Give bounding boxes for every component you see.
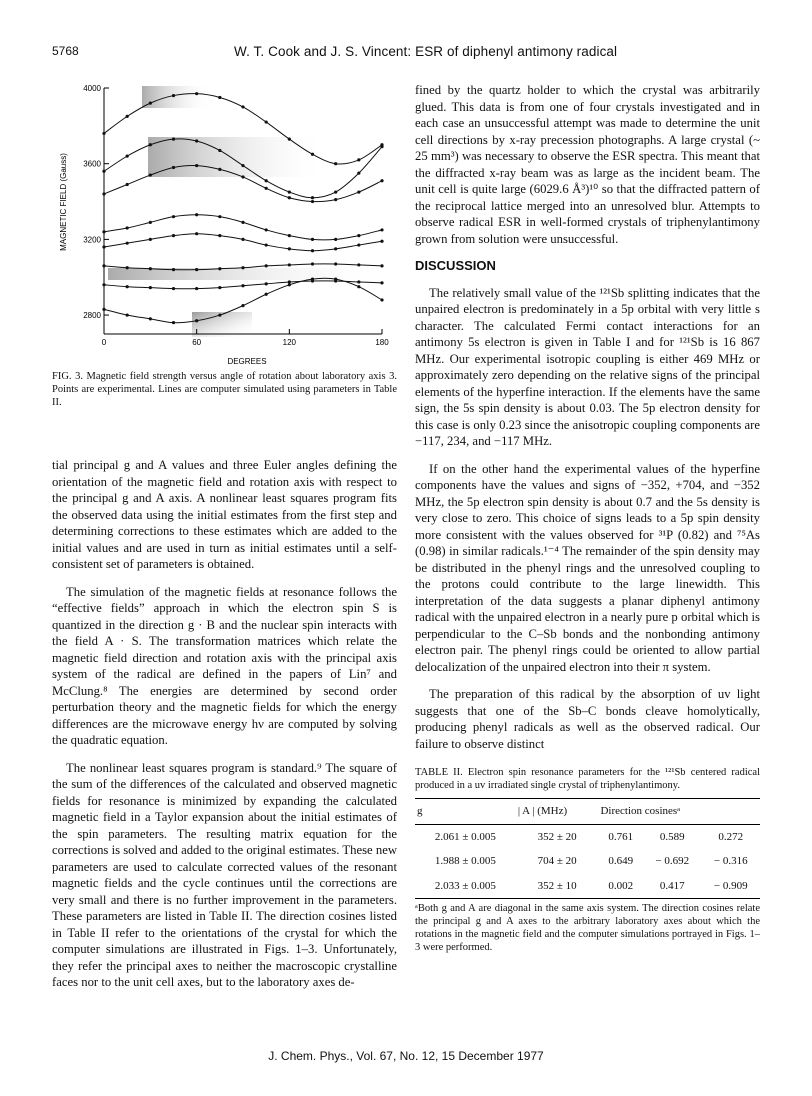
data-point — [357, 263, 360, 266]
table-cell: 0.589 — [659, 830, 685, 843]
data-point — [172, 321, 175, 324]
data-point — [172, 268, 175, 271]
data-point — [195, 319, 198, 322]
data-point — [380, 145, 383, 148]
section-heading: DISCUSSION — [415, 258, 496, 273]
data-point — [265, 179, 268, 182]
y-tick-label: 3600 — [83, 159, 101, 169]
data-point — [149, 221, 152, 224]
data-point — [241, 284, 244, 287]
table-cell: 0.417 — [643, 874, 701, 899]
data-point — [149, 238, 152, 241]
figure-3 — [52, 82, 397, 367]
data-point — [334, 247, 337, 250]
data-point — [172, 215, 175, 218]
y-axis-label: MAGNETIC FIELD (Gauss) — [59, 153, 68, 251]
data-point — [195, 139, 198, 142]
data-point — [265, 282, 268, 285]
data-point — [357, 280, 360, 283]
data-point — [357, 158, 360, 161]
data-point — [172, 287, 175, 290]
data-point — [288, 263, 291, 266]
data-point — [218, 313, 221, 316]
shading-band — [192, 312, 252, 337]
data-point — [288, 137, 291, 140]
data-point — [265, 243, 268, 246]
table-cell: 704 ± 20 — [537, 855, 577, 867]
data-point — [265, 120, 268, 123]
data-point — [357, 285, 360, 288]
table-footnote: ᵃBoth g and A are diagonal in the same axis system. The direction cosines relate the principal g and A axes to the arbitrary laboratory axes about which the rotations in the magnetic field and the computer simulations portrayed in Figs. 1–3 were performed. — [415, 903, 760, 953]
table-cell: − 0.316 — [713, 855, 748, 867]
data-point — [218, 267, 221, 270]
data-point — [241, 175, 244, 178]
parameters-table — [415, 798, 760, 899]
data-point — [195, 213, 198, 216]
paragraph: The nonlinear least squares program is standard.⁹ The square of the sum of the differences of the calculated and observed magnetic fields for resonance is minimized by expanding the calculated magnetic field in a Taylor expansion about the initial estimates of the spin parameters. The resulting matrix equation for the corrections is solved and added to the original estimates. These new parameters are used to calculate corrected values of the resonant magnetic fields and the cycle continues until the corrections are very small and there is no further improvement in the parameters. These parameters are listed in Table II. The direction cosines listed in Table II refer to the orientations of the crystal for which the computer simulations are illustrated in Figs. 1–3. Unfortunately, they refer the principal axes to neither the macroscopic crystalline faces nor to the unit cell axes, but to the laboratory axes de- — [52, 760, 397, 989]
table-cell: 0.272 — [718, 830, 744, 843]
shading-band — [142, 86, 212, 108]
figure-caption: FIG. 3. Magnetic field strength versus angle of rotation about laboratory axis 3. Points are experimental. Lines are computer simulated using parameters in Table II. — [52, 371, 397, 408]
data-point — [288, 196, 291, 199]
x-tick-label: 120 — [282, 338, 297, 347]
journal-footer: J. Chem. Phys., Vol. 67, No. 12, 15 December 1977 — [268, 1049, 544, 1063]
data-point — [311, 262, 314, 265]
y-tick-label: 3200 — [83, 235, 101, 245]
data-point — [149, 173, 152, 176]
data-point — [126, 313, 129, 316]
data-point — [288, 283, 291, 286]
table-caption: TABLE II. Electron spin resonance parameters for the ¹²¹Sb centered radical produced in a uv irradiated single crystal of triphenylantimony. — [415, 767, 760, 791]
data-point — [126, 226, 129, 229]
running-header — [0, 44, 812, 64]
column-header: Direction cosinesᵃ — [598, 799, 760, 825]
running-title: W. T. Cook and J. S. Vincent: ESR of diphenyl antimony radical — [234, 44, 618, 59]
data-point — [195, 92, 198, 95]
paragraph: If on the other hand the experimental values of the hyperfine components have the values and signs of −352, +704, and −352 MHz, the 5p electron spin density is about 0.7 and the 5s density is very close to zero. This choice of signs leads to a 5p spin density more consistent with the values observed for ³¹P (0.82) and ⁷⁵As (0.98) in similar radicals.¹⁻⁴ The remainder of the spin density may be distributed in the phenyl rings and the unresolved coupling to the protons could contribute to the large linewidth. This interpretation of the data suggests a planar diphenyl antimony radical with the unpaired electron in a nearly pure p orbital which is perpendicular to the C–Sb bonds and the nonbonding antimony electron pair. The phenyl rings could be oriented to allow partial delocalization of the unpaired electron into their π system. — [415, 461, 760, 674]
data-point — [265, 293, 268, 296]
data-point — [311, 200, 314, 203]
table-cell: 352 ± 10 — [516, 874, 599, 899]
data-point — [126, 266, 129, 269]
data-point — [102, 245, 105, 248]
left-column — [52, 457, 397, 1002]
data-point — [218, 215, 221, 218]
data-point — [149, 317, 152, 320]
series-line — [104, 234, 382, 251]
data-point — [149, 102, 152, 105]
paragraph: The relatively small value of the ¹²¹Sb splitting indicates that the unpaired electron is predominately in a 5p orbital with very little s character. The calculated Fermi contact interactions for an antimony 5s electron is given in Table I and for ¹²¹Sb is 16 867 MHz. Our experimental isotropic coupling is either 469 MHz or approximately zero depending on the relative signs of the principal elements of the hyperfine interaction. If the elements have the same sign, the 5s spin density is about 0.03. The 5p electron density for this case is only 0.23 since the anisotropic coupling components are −117, 234, and −117 MHz. — [415, 285, 760, 448]
x-tick-label: 0 — [101, 338, 107, 347]
data-point — [218, 149, 221, 152]
x-tick-label: 60 — [192, 338, 202, 347]
data-point — [102, 308, 105, 311]
table-cell: 2.033 ± 0.005 — [415, 874, 516, 899]
table-ii — [415, 766, 760, 954]
data-point — [195, 287, 198, 290]
data-point — [149, 143, 152, 146]
data-point — [195, 164, 198, 167]
data-point — [334, 198, 337, 201]
data-point — [357, 190, 360, 193]
table-cell: − 0.909 — [702, 874, 760, 899]
data-point — [380, 179, 383, 182]
data-point — [357, 243, 360, 246]
x-tick-label: 180 — [375, 338, 389, 347]
data-point — [126, 115, 129, 118]
data-point — [149, 267, 152, 270]
data-point — [265, 264, 268, 267]
paragraph: tial principal g and A values and three Euler angles defining the orientation of the magnetic field and rotation axis with respect to the principal g and A axis. A nonlinear least squares program fits the observed data using the initial estimates from the first step and determining corrections to these estimates which are added to the initial values and are used in turn as initial estimates until a self-consistent set of parameters is obtained. — [52, 458, 397, 571]
data-point — [172, 137, 175, 140]
y-tick-label: 4000 — [83, 84, 101, 93]
data-point — [334, 278, 337, 281]
data-point — [241, 164, 244, 167]
table-cell: 2.061 ± 0.005 — [434, 830, 496, 843]
data-point — [172, 166, 175, 169]
data-point — [218, 96, 221, 99]
data-point — [126, 183, 129, 186]
table-cell: 0.002 — [598, 874, 643, 899]
data-point — [102, 132, 105, 135]
y-tick-label: 2800 — [83, 311, 101, 321]
data-point — [334, 238, 337, 241]
data-point — [380, 240, 383, 243]
data-point — [195, 268, 198, 271]
table-row — [415, 849, 760, 874]
right-column — [415, 82, 760, 954]
data-point — [218, 234, 221, 237]
data-point — [288, 190, 291, 193]
data-point — [102, 283, 105, 286]
data-point — [126, 242, 129, 245]
data-point — [102, 264, 105, 267]
data-point — [357, 234, 360, 237]
table-cell: 1.988 ± 0.005 — [434, 855, 496, 867]
table-cell: 0.761 — [608, 830, 634, 843]
data-point — [288, 247, 291, 250]
paragraph: The simulation of the magnetic fields at resonance follows the “effective fields” approach in which the electron spin S is quantized in the direction g · B and the nuclear spin interacts with the field A · S. The transformation matrices which relate the magnetic field direction and rotation axis with the principal axis system of the radical are defined in the papers of Lin⁷ and McClung.⁸ The energies are determined by second order perturbation theory and the magnetic fields for which the energy differences are the microwave energy hν are computed by solving the quadratic equation. — [52, 584, 397, 747]
data-point — [149, 286, 152, 289]
data-point — [102, 192, 105, 195]
data-point — [241, 105, 244, 108]
shading-band — [148, 137, 328, 177]
paragraph: fined by the quartz holder to which the crystal was arbitrarily glued. This data is from one of four crystals investigated and in each case an unsuccessful attempt was made to determine the unit cell directions by x-ray precession photographs. A large crystal (~ 25 mm³) was necessary to observe the ESR spectra. This meant that the diffracted x-ray beam was as large as the incident beam. The unit cell is quite large (6029.6 Å³)¹⁰ so that the diffracted pattern of the reciprocal lattice merged into an unresolved blur. Attempts to observe radical ESR in well-formed crystals of triphenylantimony grown from solution were unsuccessful. — [415, 83, 760, 246]
data-point — [218, 168, 221, 171]
data-point — [311, 153, 314, 156]
data-point — [241, 266, 244, 269]
table-cell: − 0.692 — [655, 855, 690, 867]
data-point — [172, 94, 175, 97]
series-line — [104, 215, 382, 240]
data-point — [311, 249, 314, 252]
data-point — [218, 286, 221, 289]
data-point — [334, 190, 337, 193]
field-vs-angle-chart — [52, 82, 397, 367]
page-number: 5768 — [52, 44, 79, 58]
data-point — [380, 298, 383, 301]
data-point — [334, 162, 337, 165]
data-point — [102, 230, 105, 233]
data-point — [172, 234, 175, 237]
data-point — [126, 285, 129, 288]
table-cell: 352 ± 20 — [537, 830, 577, 843]
data-point — [241, 221, 244, 224]
data-point — [334, 262, 337, 265]
data-point — [380, 264, 383, 267]
table-cell: 0.649 — [608, 855, 634, 867]
data-point — [195, 232, 198, 235]
table-row — [415, 874, 760, 899]
data-point — [126, 155, 129, 158]
data-point — [311, 278, 314, 281]
data-point — [311, 238, 314, 241]
data-point — [265, 228, 268, 231]
data-point — [380, 281, 383, 284]
data-point — [311, 196, 314, 199]
shading-band — [108, 268, 382, 280]
data-point — [265, 187, 268, 190]
data-point — [241, 304, 244, 307]
column-header: | A | (MHz) — [516, 799, 599, 825]
data-point — [288, 234, 291, 237]
data-point — [288, 280, 291, 283]
data-point — [102, 170, 105, 173]
table-row — [415, 824, 760, 849]
x-axis-label: DEGREES — [227, 357, 267, 366]
column-header: g — [415, 799, 516, 825]
paragraph: The preparation of this radical by the absorption of uv light suggests that one of the Sb–C bonds cleave homolytically, producing phenyl radicals as well as the observed radical. Our failure to observe distinct — [415, 687, 760, 751]
data-point — [380, 228, 383, 231]
data-point — [357, 172, 360, 175]
data-point — [241, 238, 244, 241]
